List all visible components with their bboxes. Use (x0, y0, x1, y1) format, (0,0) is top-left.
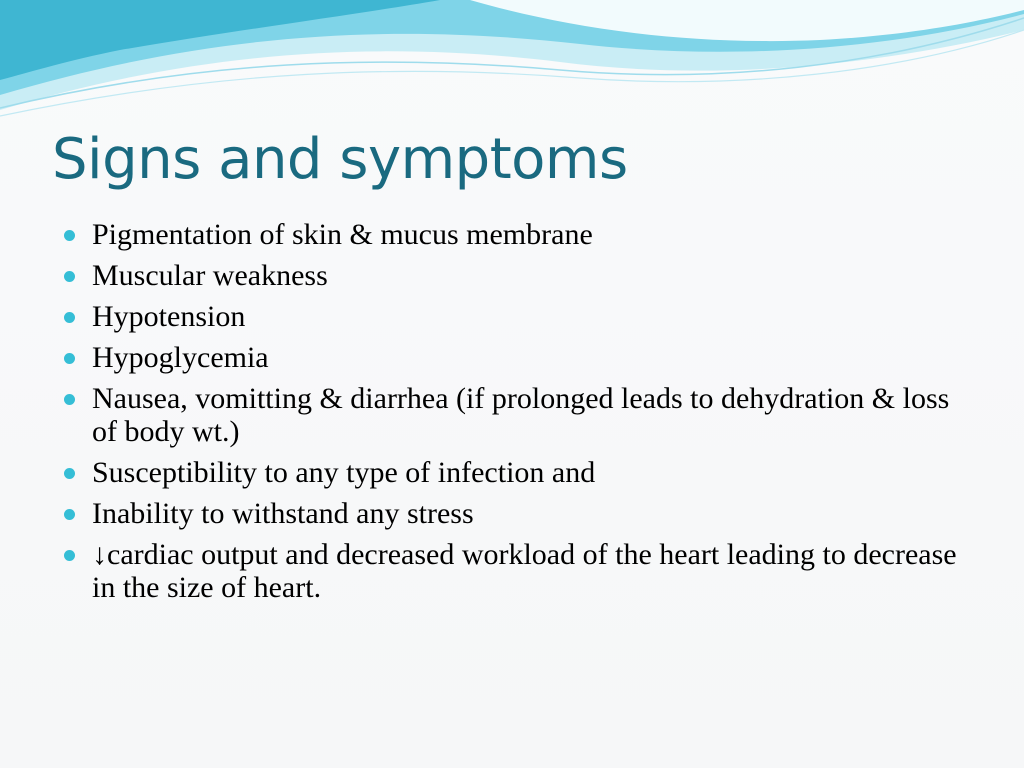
bullet-item (62, 497, 962, 530)
bullet-text: Hypoglycemia (92, 341, 269, 374)
bullet-text: Muscular weakness (92, 259, 328, 292)
bullet-dot-icon (64, 271, 75, 282)
bullet-text: Pigmentation of skin & mucus membrane (92, 218, 593, 251)
bullet-text: Susceptibility to any type of infection and (92, 456, 596, 489)
bullet-dot-icon (64, 509, 75, 520)
slide-title: Signs and symptoms (52, 127, 628, 192)
bullet-dot-icon (64, 230, 75, 241)
bullet-item (62, 538, 962, 604)
bullet-item (62, 259, 962, 292)
bullet-dot-icon (64, 312, 75, 323)
bullet-list (62, 218, 962, 612)
bullet-text: ↓cardiac output and decreased workload of the heart leading to decrease in the size of heart. (92, 538, 957, 604)
bullet-item (62, 218, 962, 251)
bullet-item (62, 341, 962, 374)
bullet-item (62, 456, 962, 489)
bullet-dot-icon (64, 353, 75, 364)
bullet-item (62, 300, 962, 333)
bullet-text: Hypotension (92, 300, 246, 333)
bullet-text: Nausea, vomitting & diarrhea (if prolonged leads to dehydration & loss of body wt.) (92, 382, 950, 448)
bullet-item (62, 382, 962, 448)
bullet-dot-icon (64, 394, 75, 405)
header-wave-decoration (0, 0, 1024, 120)
bullet-text: Inability to withstand any stress (92, 497, 474, 530)
bullet-dot-icon (64, 468, 75, 479)
bullet-dot-icon (64, 550, 75, 561)
